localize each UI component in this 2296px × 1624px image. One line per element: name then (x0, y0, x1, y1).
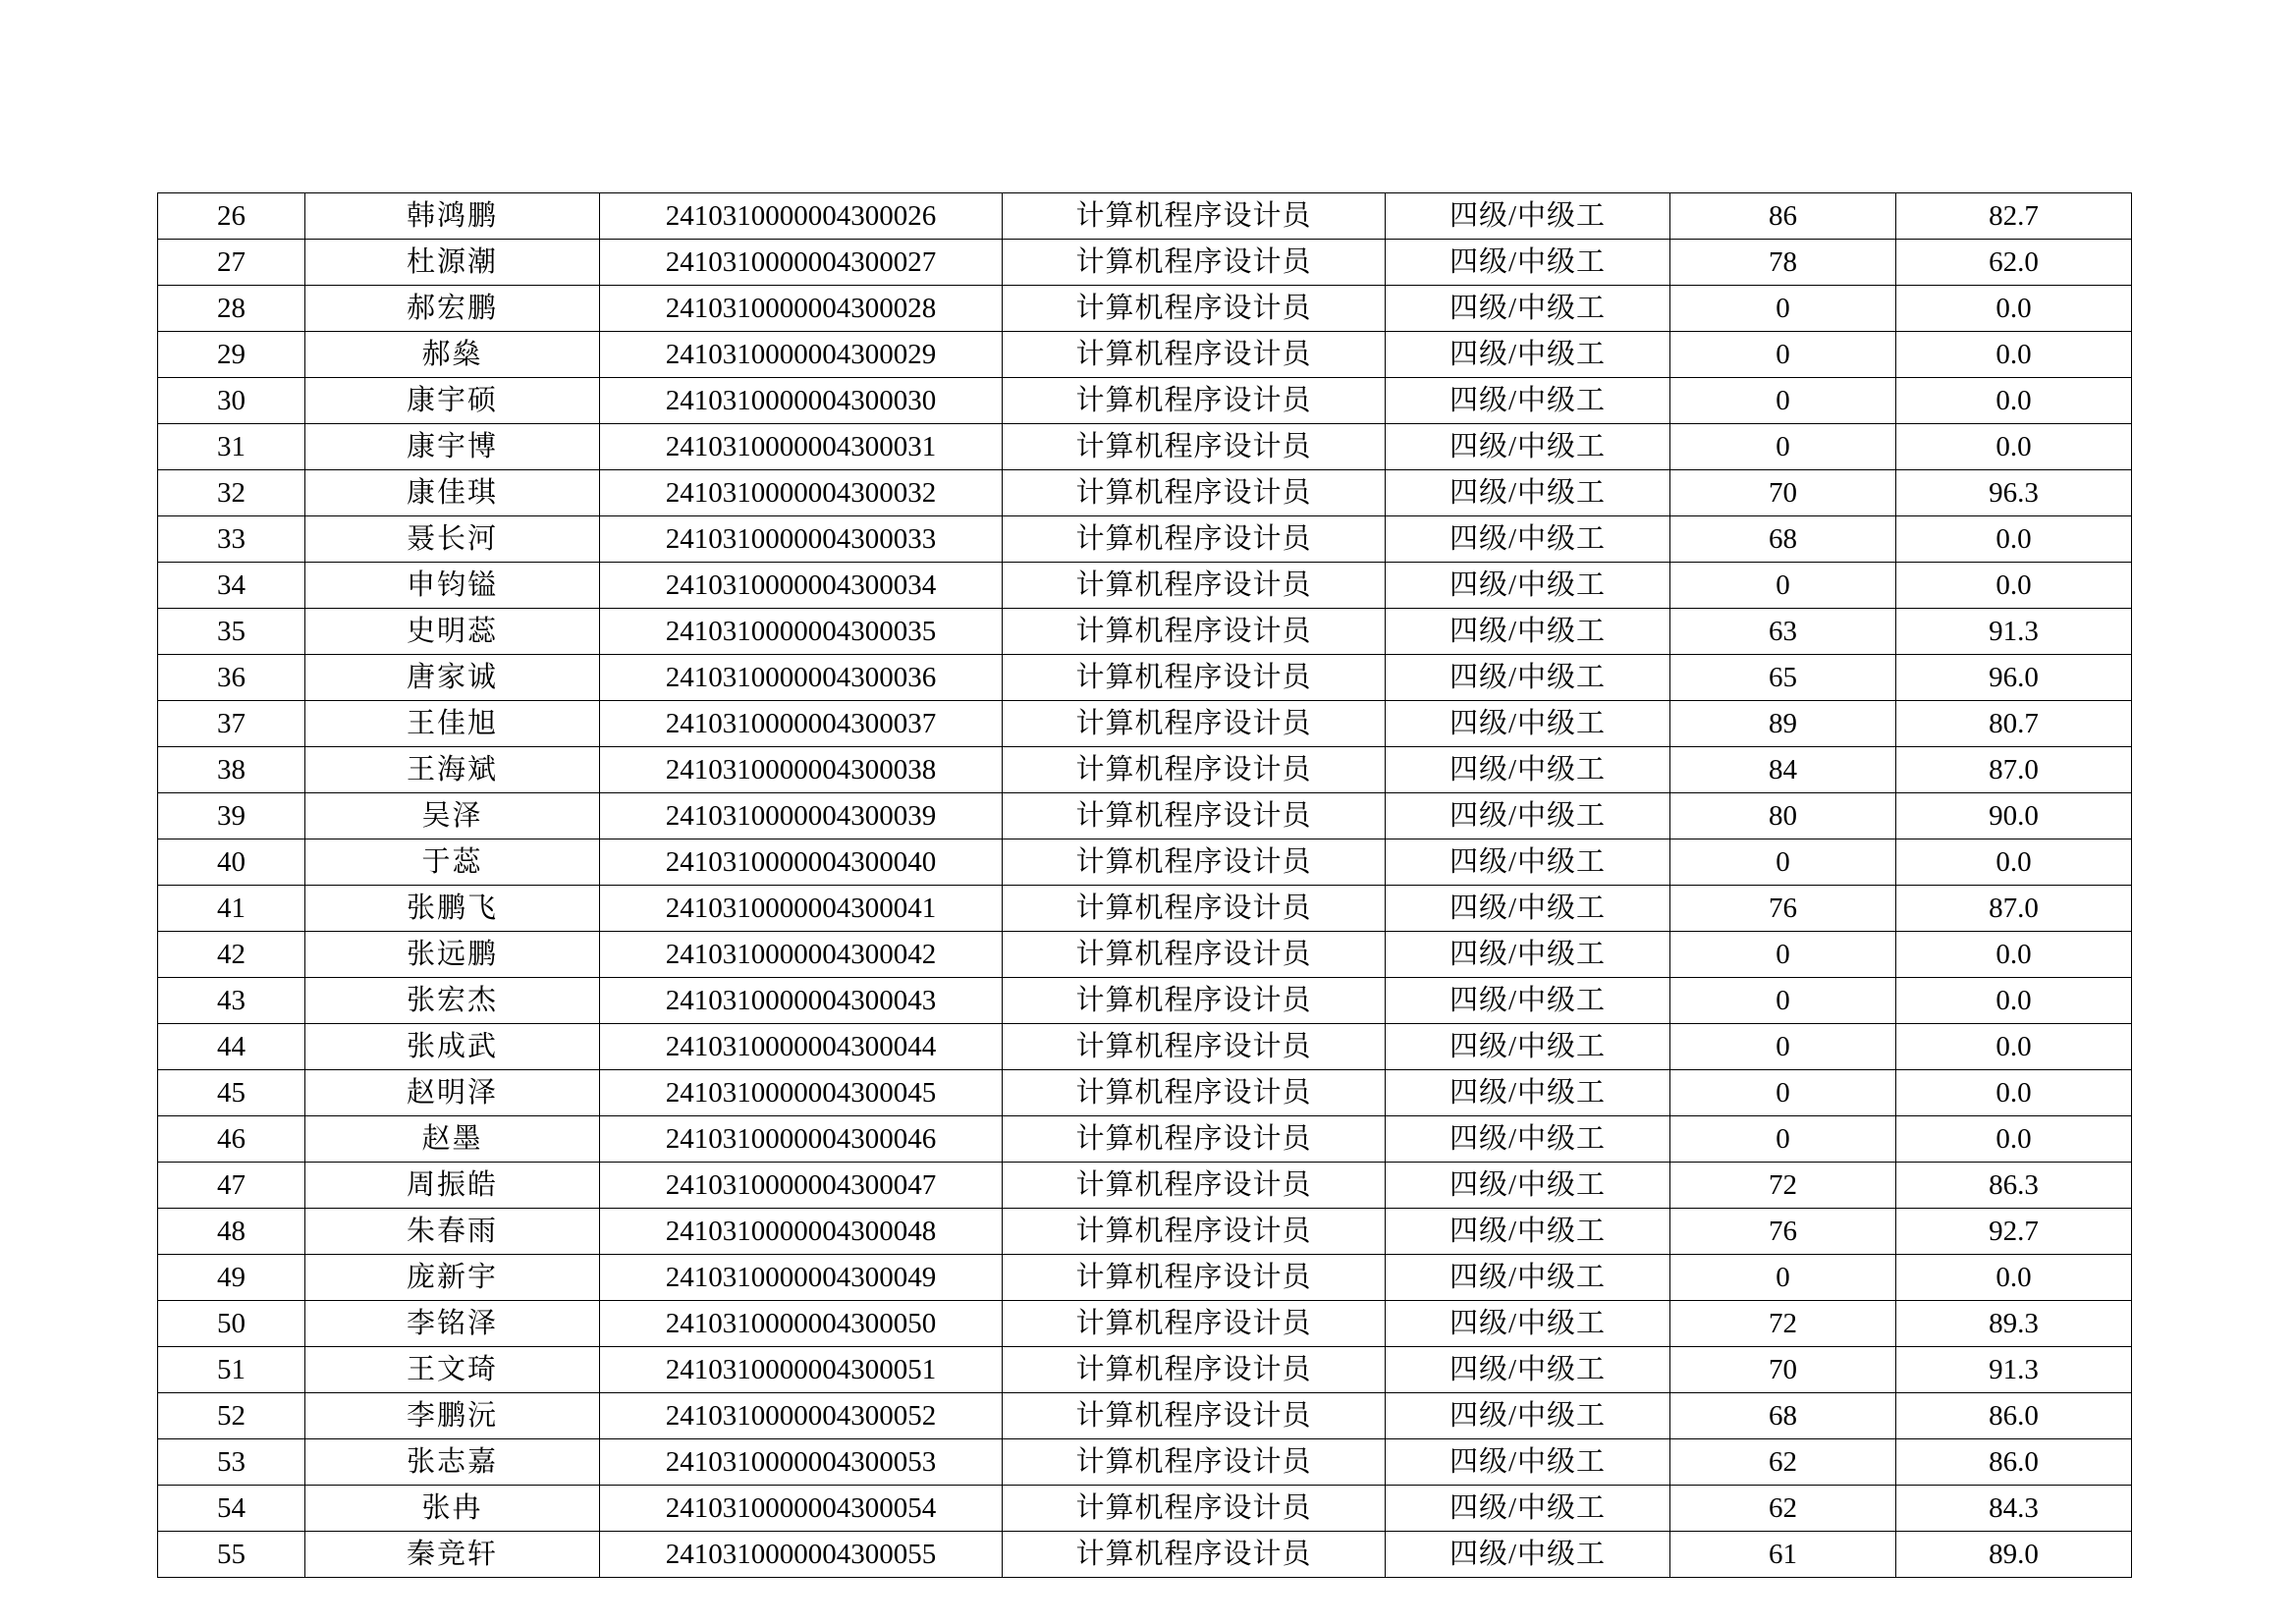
cell-practical-score: 86.3 (1896, 1163, 2132, 1209)
cell-theory-score: 0 (1670, 1024, 1896, 1070)
table-row (158, 1209, 2132, 1255)
cell-occupation: 计算机程序设计员 (1003, 839, 1386, 886)
cell-name: 王文琦 (305, 1347, 600, 1393)
cell-occupation: 计算机程序设计员 (1003, 932, 1386, 978)
score-table (157, 192, 2132, 1578)
table-row (158, 1070, 2132, 1116)
table-row (158, 1439, 2132, 1486)
cell-level: 四级/中级工 (1386, 747, 1670, 793)
table-row (158, 932, 2132, 978)
cell-index: 51 (158, 1347, 305, 1393)
cell-occupation: 计算机程序设计员 (1003, 1439, 1386, 1486)
cell-occupation: 计算机程序设计员 (1003, 1024, 1386, 1070)
cell-occupation: 计算机程序设计员 (1003, 193, 1386, 240)
cell-occupation: 计算机程序设计员 (1003, 655, 1386, 701)
cell-practical-score: 87.0 (1896, 886, 2132, 932)
cell-id: 2410310000004300054 (600, 1486, 1003, 1532)
table-row (158, 1163, 2132, 1209)
cell-theory-score: 63 (1670, 609, 1896, 655)
score-table-body (158, 193, 2132, 1578)
cell-practical-score: 0.0 (1896, 424, 2132, 470)
cell-name: 张宏杰 (305, 978, 600, 1024)
table-row (158, 886, 2132, 932)
cell-id: 2410310000004300046 (600, 1116, 1003, 1163)
cell-occupation: 计算机程序设计员 (1003, 1532, 1386, 1578)
cell-index: 30 (158, 378, 305, 424)
cell-id: 2410310000004300045 (600, 1070, 1003, 1116)
cell-id: 2410310000004300027 (600, 240, 1003, 286)
cell-level: 四级/中级工 (1386, 1486, 1670, 1532)
cell-id: 2410310000004300043 (600, 978, 1003, 1024)
cell-level: 四级/中级工 (1386, 978, 1670, 1024)
cell-practical-score: 0.0 (1896, 932, 2132, 978)
table-row (158, 1024, 2132, 1070)
cell-name: 庞新宇 (305, 1255, 600, 1301)
cell-index: 42 (158, 932, 305, 978)
cell-theory-score: 0 (1670, 978, 1896, 1024)
cell-theory-score: 72 (1670, 1163, 1896, 1209)
cell-occupation: 计算机程序设计员 (1003, 1163, 1386, 1209)
cell-index: 26 (158, 193, 305, 240)
cell-name: 李鹏沅 (305, 1393, 600, 1439)
cell-name: 郝宏鹏 (305, 286, 600, 332)
cell-name: 史明蕊 (305, 609, 600, 655)
table-row (158, 793, 2132, 839)
cell-index: 53 (158, 1439, 305, 1486)
table-row (158, 1486, 2132, 1532)
cell-theory-score: 0 (1670, 839, 1896, 886)
cell-id: 2410310000004300032 (600, 470, 1003, 516)
cell-practical-score: 89.0 (1896, 1532, 2132, 1578)
cell-name: 杜源潮 (305, 240, 600, 286)
cell-name: 康佳琪 (305, 470, 600, 516)
table-row (158, 1532, 2132, 1578)
cell-index: 40 (158, 839, 305, 886)
cell-theory-score: 70 (1670, 1347, 1896, 1393)
cell-id: 2410310000004300038 (600, 747, 1003, 793)
table-row (158, 701, 2132, 747)
cell-level: 四级/中级工 (1386, 1439, 1670, 1486)
cell-name: 聂长河 (305, 516, 600, 563)
cell-occupation: 计算机程序设计员 (1003, 378, 1386, 424)
cell-practical-score: 87.0 (1896, 747, 2132, 793)
cell-id: 2410310000004300039 (600, 793, 1003, 839)
cell-practical-score: 0.0 (1896, 1070, 2132, 1116)
cell-index: 36 (158, 655, 305, 701)
cell-name: 张成武 (305, 1024, 600, 1070)
cell-theory-score: 0 (1670, 1116, 1896, 1163)
cell-id: 2410310000004300055 (600, 1532, 1003, 1578)
cell-index: 55 (158, 1532, 305, 1578)
cell-practical-score: 62.0 (1896, 240, 2132, 286)
cell-level: 四级/中级工 (1386, 1532, 1670, 1578)
cell-name: 张冉 (305, 1486, 600, 1532)
cell-occupation: 计算机程序设计员 (1003, 747, 1386, 793)
cell-level: 四级/中级工 (1386, 563, 1670, 609)
cell-index: 37 (158, 701, 305, 747)
cell-level: 四级/中级工 (1386, 470, 1670, 516)
cell-level: 四级/中级工 (1386, 839, 1670, 886)
cell-theory-score: 0 (1670, 1255, 1896, 1301)
cell-id: 2410310000004300028 (600, 286, 1003, 332)
cell-theory-score: 68 (1670, 1393, 1896, 1439)
table-row (158, 1393, 2132, 1439)
cell-name: 唐家诚 (305, 655, 600, 701)
cell-practical-score: 91.3 (1896, 609, 2132, 655)
cell-practical-score: 82.7 (1896, 193, 2132, 240)
cell-theory-score: 0 (1670, 563, 1896, 609)
cell-theory-score: 68 (1670, 516, 1896, 563)
cell-id: 2410310000004300047 (600, 1163, 1003, 1209)
cell-occupation: 计算机程序设计员 (1003, 1486, 1386, 1532)
table-row (158, 1347, 2132, 1393)
cell-level: 四级/中级工 (1386, 1255, 1670, 1301)
cell-index: 27 (158, 240, 305, 286)
table-row (158, 1301, 2132, 1347)
cell-id: 2410310000004300031 (600, 424, 1003, 470)
cell-index: 41 (158, 886, 305, 932)
cell-practical-score: 0.0 (1896, 1116, 2132, 1163)
cell-id: 2410310000004300033 (600, 516, 1003, 563)
table-row (158, 609, 2132, 655)
table-row (158, 1116, 2132, 1163)
cell-theory-score: 0 (1670, 286, 1896, 332)
cell-theory-score: 0 (1670, 424, 1896, 470)
cell-id: 2410310000004300035 (600, 609, 1003, 655)
table-row (158, 193, 2132, 240)
table-row (158, 747, 2132, 793)
cell-id: 2410310000004300053 (600, 1439, 1003, 1486)
cell-name: 张远鹏 (305, 932, 600, 978)
cell-id: 2410310000004300037 (600, 701, 1003, 747)
cell-name: 康宇博 (305, 424, 600, 470)
cell-occupation: 计算机程序设计员 (1003, 240, 1386, 286)
table-row (158, 839, 2132, 886)
cell-level: 四级/中级工 (1386, 1163, 1670, 1209)
cell-level: 四级/中级工 (1386, 1301, 1670, 1347)
cell-occupation: 计算机程序设计员 (1003, 886, 1386, 932)
cell-occupation: 计算机程序设计员 (1003, 701, 1386, 747)
cell-occupation: 计算机程序设计员 (1003, 978, 1386, 1024)
cell-occupation: 计算机程序设计员 (1003, 1070, 1386, 1116)
cell-occupation: 计算机程序设计员 (1003, 1255, 1386, 1301)
cell-level: 四级/中级工 (1386, 193, 1670, 240)
cell-index: 45 (158, 1070, 305, 1116)
cell-occupation: 计算机程序设计员 (1003, 516, 1386, 563)
cell-index: 43 (158, 978, 305, 1024)
table-row (158, 424, 2132, 470)
cell-index: 31 (158, 424, 305, 470)
cell-theory-score: 0 (1670, 932, 1896, 978)
table-row (158, 332, 2132, 378)
cell-index: 52 (158, 1393, 305, 1439)
cell-index: 44 (158, 1024, 305, 1070)
cell-id: 2410310000004300030 (600, 378, 1003, 424)
table-row (158, 516, 2132, 563)
cell-occupation: 计算机程序设计员 (1003, 332, 1386, 378)
cell-theory-score: 86 (1670, 193, 1896, 240)
cell-id: 2410310000004300048 (600, 1209, 1003, 1255)
cell-name: 周振皓 (305, 1163, 600, 1209)
cell-index: 28 (158, 286, 305, 332)
cell-level: 四级/中级工 (1386, 932, 1670, 978)
cell-level: 四级/中级工 (1386, 886, 1670, 932)
cell-index: 39 (158, 793, 305, 839)
cell-level: 四级/中级工 (1386, 1209, 1670, 1255)
cell-practical-score: 96.0 (1896, 655, 2132, 701)
cell-practical-score: 80.7 (1896, 701, 2132, 747)
cell-practical-score: 89.3 (1896, 1301, 2132, 1347)
cell-theory-score: 72 (1670, 1301, 1896, 1347)
cell-theory-score: 0 (1670, 1070, 1896, 1116)
cell-id: 2410310000004300051 (600, 1347, 1003, 1393)
cell-practical-score: 0.0 (1896, 516, 2132, 563)
cell-index: 50 (158, 1301, 305, 1347)
cell-index: 32 (158, 470, 305, 516)
cell-theory-score: 0 (1670, 332, 1896, 378)
table-row (158, 378, 2132, 424)
cell-theory-score: 61 (1670, 1532, 1896, 1578)
cell-theory-score: 76 (1670, 1209, 1896, 1255)
cell-index: 48 (158, 1209, 305, 1255)
cell-level: 四级/中级工 (1386, 332, 1670, 378)
cell-practical-score: 0.0 (1896, 839, 2132, 886)
cell-index: 35 (158, 609, 305, 655)
cell-id: 2410310000004300049 (600, 1255, 1003, 1301)
cell-name: 张志嘉 (305, 1439, 600, 1486)
cell-theory-score: 84 (1670, 747, 1896, 793)
cell-occupation: 计算机程序设计员 (1003, 286, 1386, 332)
cell-level: 四级/中级工 (1386, 609, 1670, 655)
cell-id: 2410310000004300040 (600, 839, 1003, 886)
cell-occupation: 计算机程序设计员 (1003, 793, 1386, 839)
cell-id: 2410310000004300050 (600, 1301, 1003, 1347)
cell-practical-score: 84.3 (1896, 1486, 2132, 1532)
cell-name: 郝燊 (305, 332, 600, 378)
cell-name: 康宇硕 (305, 378, 600, 424)
cell-practical-score: 0.0 (1896, 1255, 2132, 1301)
table-row (158, 978, 2132, 1024)
cell-id: 2410310000004300029 (600, 332, 1003, 378)
cell-practical-score: 0.0 (1896, 286, 2132, 332)
cell-level: 四级/中级工 (1386, 793, 1670, 839)
cell-name: 张鹏飞 (305, 886, 600, 932)
cell-name: 李铭泽 (305, 1301, 600, 1347)
cell-level: 四级/中级工 (1386, 378, 1670, 424)
cell-index: 49 (158, 1255, 305, 1301)
cell-level: 四级/中级工 (1386, 701, 1670, 747)
cell-level: 四级/中级工 (1386, 424, 1670, 470)
cell-name: 韩鸿鹏 (305, 193, 600, 240)
cell-id: 2410310000004300044 (600, 1024, 1003, 1070)
cell-index: 33 (158, 516, 305, 563)
cell-practical-score: 86.0 (1896, 1393, 2132, 1439)
cell-theory-score: 65 (1670, 655, 1896, 701)
cell-index: 54 (158, 1486, 305, 1532)
cell-theory-score: 70 (1670, 470, 1896, 516)
cell-theory-score: 0 (1670, 378, 1896, 424)
cell-name: 吴泽 (305, 793, 600, 839)
cell-practical-score: 0.0 (1896, 1024, 2132, 1070)
cell-theory-score: 80 (1670, 793, 1896, 839)
cell-level: 四级/中级工 (1386, 516, 1670, 563)
cell-practical-score: 90.0 (1896, 793, 2132, 839)
cell-practical-score: 0.0 (1896, 378, 2132, 424)
cell-index: 38 (158, 747, 305, 793)
cell-practical-score: 86.0 (1896, 1439, 2132, 1486)
cell-theory-score: 62 (1670, 1486, 1896, 1532)
cell-occupation: 计算机程序设计员 (1003, 1116, 1386, 1163)
cell-index: 47 (158, 1163, 305, 1209)
cell-theory-score: 89 (1670, 701, 1896, 747)
cell-theory-score: 62 (1670, 1439, 1896, 1486)
cell-level: 四级/中级工 (1386, 1070, 1670, 1116)
cell-level: 四级/中级工 (1386, 1024, 1670, 1070)
cell-name: 王佳旭 (305, 701, 600, 747)
cell-occupation: 计算机程序设计员 (1003, 1301, 1386, 1347)
table-row (158, 286, 2132, 332)
cell-name: 申钧镒 (305, 563, 600, 609)
cell-id: 2410310000004300036 (600, 655, 1003, 701)
cell-level: 四级/中级工 (1386, 1393, 1670, 1439)
table-row (158, 563, 2132, 609)
cell-practical-score: 0.0 (1896, 563, 2132, 609)
cell-id: 2410310000004300041 (600, 886, 1003, 932)
table-row (158, 470, 2132, 516)
cell-occupation: 计算机程序设计员 (1003, 1393, 1386, 1439)
cell-id: 2410310000004300052 (600, 1393, 1003, 1439)
cell-id: 2410310000004300042 (600, 932, 1003, 978)
cell-occupation: 计算机程序设计员 (1003, 424, 1386, 470)
cell-name: 秦竞轩 (305, 1532, 600, 1578)
cell-practical-score: 0.0 (1896, 978, 2132, 1024)
score-table-container (157, 192, 2131, 1578)
table-row (158, 1255, 2132, 1301)
cell-index: 46 (158, 1116, 305, 1163)
cell-id: 2410310000004300026 (600, 193, 1003, 240)
cell-index: 34 (158, 563, 305, 609)
cell-occupation: 计算机程序设计员 (1003, 470, 1386, 516)
cell-practical-score: 92.7 (1896, 1209, 2132, 1255)
cell-occupation: 计算机程序设计员 (1003, 1209, 1386, 1255)
cell-practical-score: 0.0 (1896, 332, 2132, 378)
cell-practical-score: 91.3 (1896, 1347, 2132, 1393)
cell-name: 朱春雨 (305, 1209, 600, 1255)
cell-occupation: 计算机程序设计员 (1003, 563, 1386, 609)
cell-occupation: 计算机程序设计员 (1003, 609, 1386, 655)
cell-theory-score: 76 (1670, 886, 1896, 932)
cell-index: 29 (158, 332, 305, 378)
table-row (158, 240, 2132, 286)
cell-occupation: 计算机程序设计员 (1003, 1347, 1386, 1393)
cell-name: 王海斌 (305, 747, 600, 793)
cell-level: 四级/中级工 (1386, 1116, 1670, 1163)
cell-level: 四级/中级工 (1386, 1347, 1670, 1393)
cell-name: 于蕊 (305, 839, 600, 886)
cell-name: 赵明泽 (305, 1070, 600, 1116)
cell-practical-score: 96.3 (1896, 470, 2132, 516)
cell-level: 四级/中级工 (1386, 240, 1670, 286)
cell-level: 四级/中级工 (1386, 286, 1670, 332)
cell-name: 赵墨 (305, 1116, 600, 1163)
cell-id: 2410310000004300034 (600, 563, 1003, 609)
table-row (158, 655, 2132, 701)
cell-theory-score: 78 (1670, 240, 1896, 286)
cell-level: 四级/中级工 (1386, 655, 1670, 701)
